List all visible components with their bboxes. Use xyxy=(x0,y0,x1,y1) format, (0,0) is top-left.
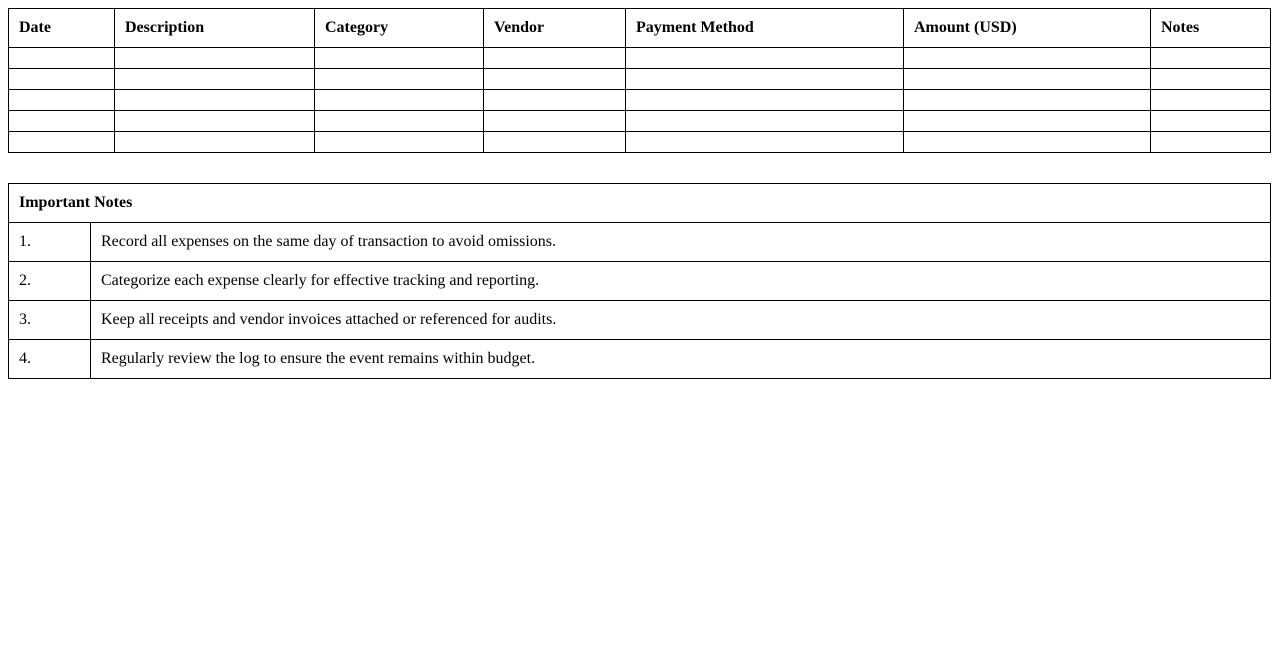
table-cell[interactable] xyxy=(1151,132,1271,153)
table-cell[interactable] xyxy=(1151,69,1271,90)
table-cell[interactable] xyxy=(115,90,315,111)
column-header-payment-method: Payment Method xyxy=(626,9,904,48)
table-cell[interactable] xyxy=(484,111,626,132)
important-notes-table xyxy=(8,183,1271,379)
column-header-date: Date xyxy=(9,9,115,48)
table-cell[interactable] xyxy=(626,90,904,111)
note-text: Regularly review the log to ensure the event remains within budget. xyxy=(91,340,1271,379)
table-cell[interactable] xyxy=(9,111,115,132)
column-header-notes: Notes xyxy=(1151,9,1271,48)
table-cell[interactable] xyxy=(626,111,904,132)
notes-header-row xyxy=(9,184,1271,223)
note-item xyxy=(9,262,1271,301)
expense-log-table xyxy=(8,8,1271,153)
table-cell[interactable] xyxy=(115,69,315,90)
note-item xyxy=(9,340,1271,379)
table-row xyxy=(9,132,1271,153)
table-cell[interactable] xyxy=(484,132,626,153)
table-cell[interactable] xyxy=(1151,48,1271,69)
note-text: Categorize each expense clearly for effective tracking and reporting. xyxy=(91,262,1271,301)
note-item xyxy=(9,301,1271,340)
table-cell[interactable] xyxy=(115,48,315,69)
notes-list xyxy=(9,223,1271,379)
table-cell[interactable] xyxy=(315,69,484,90)
table-cell[interactable] xyxy=(626,48,904,69)
table-cell[interactable] xyxy=(1151,111,1271,132)
table-row xyxy=(9,111,1271,132)
column-header-category: Category xyxy=(315,9,484,48)
table-cell[interactable] xyxy=(9,69,115,90)
note-text: Keep all receipts and vendor invoices attached or referenced for audits. xyxy=(91,301,1271,340)
table-cell[interactable] xyxy=(315,111,484,132)
note-number: 2. xyxy=(9,262,91,301)
column-header-vendor: Vendor xyxy=(484,9,626,48)
table-cell[interactable] xyxy=(904,90,1151,111)
table-cell[interactable] xyxy=(9,48,115,69)
table-cell[interactable] xyxy=(1151,90,1271,111)
table-cell[interactable] xyxy=(904,48,1151,69)
table-cell[interactable] xyxy=(484,69,626,90)
note-number: 3. xyxy=(9,301,91,340)
note-number: 1. xyxy=(9,223,91,262)
notes-title: Important Notes xyxy=(9,184,1271,223)
table-cell[interactable] xyxy=(9,132,115,153)
table-cell[interactable] xyxy=(315,132,484,153)
table-cell[interactable] xyxy=(9,90,115,111)
table-cell[interactable] xyxy=(904,111,1151,132)
table-row xyxy=(9,90,1271,111)
table-cell[interactable] xyxy=(904,132,1151,153)
table-cell[interactable] xyxy=(484,48,626,69)
table-cell[interactable] xyxy=(315,48,484,69)
table-cell[interactable] xyxy=(484,90,626,111)
note-number: 4. xyxy=(9,340,91,379)
column-header-amount: Amount (USD) xyxy=(904,9,1151,48)
note-text: Record all expenses on the same day of transaction to avoid omissions. xyxy=(91,223,1271,262)
table-row xyxy=(9,69,1271,90)
table-row xyxy=(9,48,1271,69)
table-cell[interactable] xyxy=(904,69,1151,90)
note-item xyxy=(9,223,1271,262)
expense-log-body xyxy=(9,48,1271,153)
table-cell[interactable] xyxy=(115,111,315,132)
table-cell[interactable] xyxy=(115,132,315,153)
table-header-row xyxy=(9,9,1271,48)
table-cell[interactable] xyxy=(315,90,484,111)
column-header-description: Description xyxy=(115,9,315,48)
table-cell[interactable] xyxy=(626,69,904,90)
table-cell[interactable] xyxy=(626,132,904,153)
